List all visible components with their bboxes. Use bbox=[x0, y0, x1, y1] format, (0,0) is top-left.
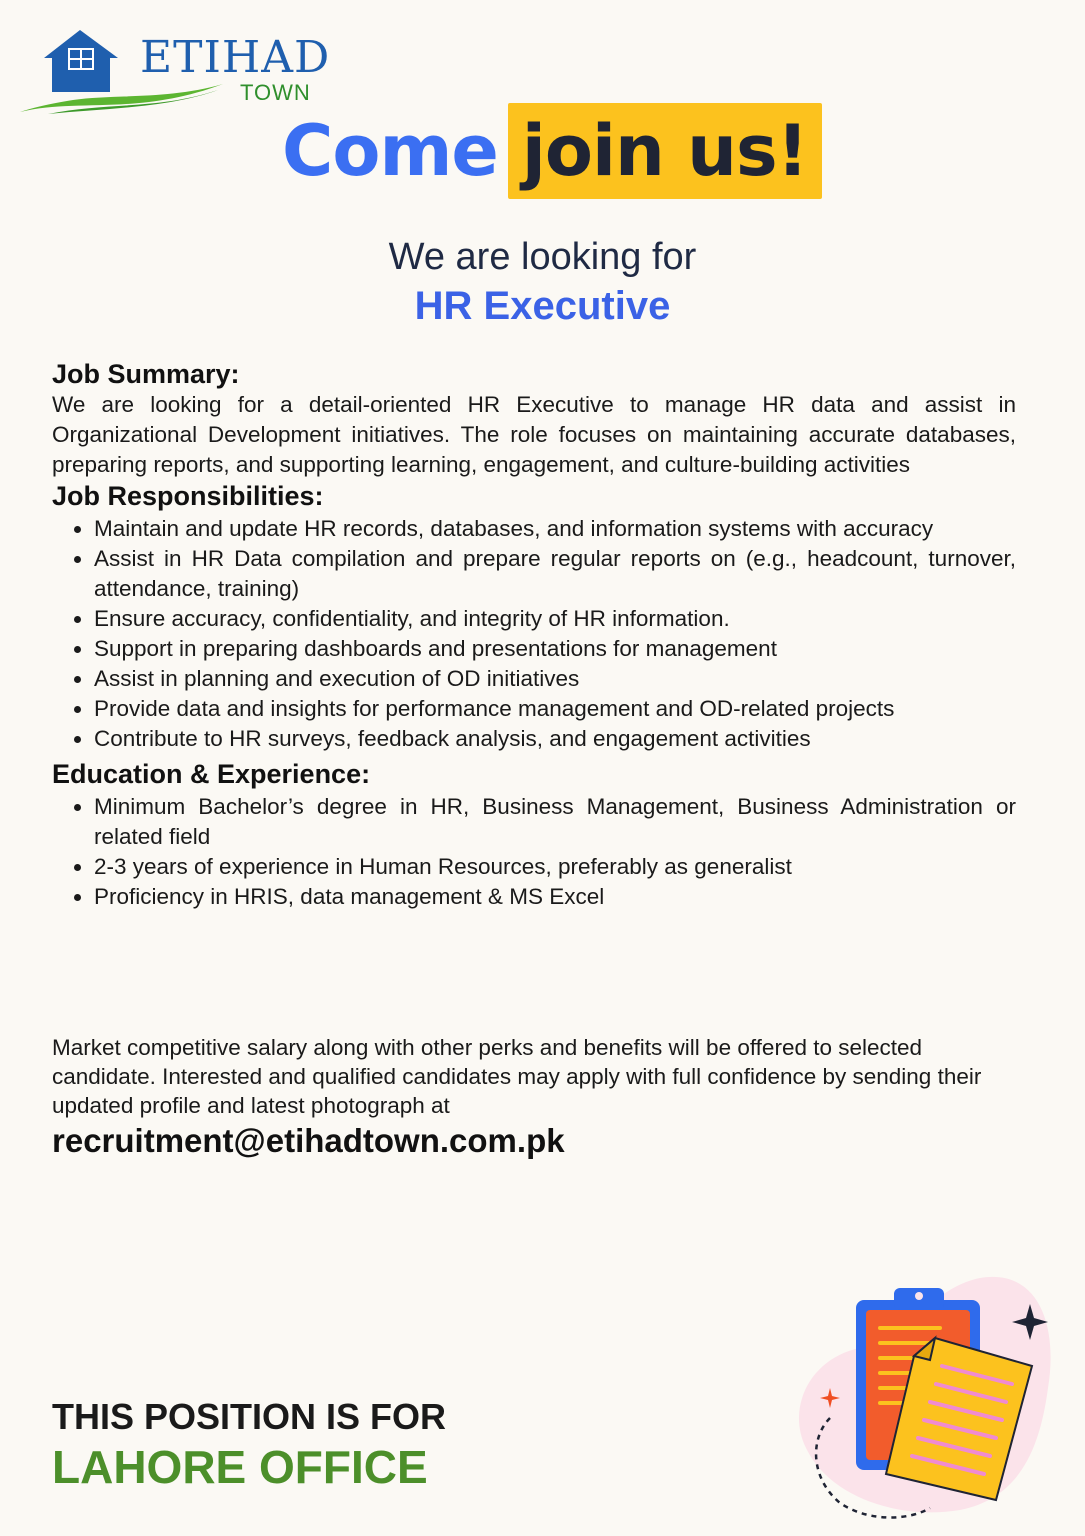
list-item: • Minimum Bachelor’s degree in HR, Business Management, Business Administration or related field bbox=[94, 792, 1016, 852]
looking-for-text: We are looking for bbox=[388, 236, 697, 278]
list-item: • Maintain and update HR records, databases, and information systems with accuracy bbox=[94, 514, 1016, 544]
education-list bbox=[52, 792, 1016, 912]
position-location-label: THIS POSITION IS FOR bbox=[52, 1396, 447, 1437]
headline-highlight bbox=[508, 103, 822, 199]
list-item: • Proficiency in HRIS, data management & MS Excel bbox=[94, 882, 1016, 912]
list-item: • Assist in HR Data compilation and prepare regular reports on (e.g., headcount, turnover, attendance, training) bbox=[94, 544, 1016, 604]
list-item: • Provide data and insights for performance management and OD-related projects bbox=[94, 694, 1016, 724]
position-location-office: LAHORE OFFICE bbox=[52, 1441, 428, 1493]
list-item: • Ensure accuracy, confidentiality, and integrity of HR information. bbox=[94, 604, 1016, 634]
brand-name: ETIHAD bbox=[140, 32, 331, 83]
headline-join: join us! bbox=[521, 110, 808, 192]
headline bbox=[282, 103, 822, 199]
list-item: • Contribute to HR surveys, feedback analysis, and engagement activities bbox=[94, 724, 1016, 754]
job-summary-title: Job Summary: bbox=[52, 359, 240, 389]
apply-text: Market competitive salary along with other perks and benefits will be offered to selected candidate. Interested and qualified candidates may apply with full confidence by sending their updated profile and latest photograph at bbox=[52, 1035, 982, 1118]
clipboard-documents-icon bbox=[790, 1268, 1060, 1528]
list-item: • 2-3 years of experience in Human Resources, preferably as generalist bbox=[94, 852, 1016, 882]
responsibilities-list bbox=[52, 514, 1016, 754]
list-item: • Support in preparing dashboards and presentations for management bbox=[94, 634, 1016, 664]
responsibilities-title: Job Responsibilities: bbox=[52, 481, 324, 511]
job-content bbox=[52, 358, 1016, 916]
job-summary-text: We are looking for a detail-oriented HR Executive to manage HR data and assist in Organizational Development initiatives. The role focuses on maintaining accurate databases, preparing reports, and supporting learning, engagement, and culture-building activities bbox=[52, 392, 1016, 477]
apply-email[interactable]: recruitment@etihadtown.com.pk bbox=[52, 1122, 565, 1159]
list-item: • Assist in planning and execution of OD initiatives bbox=[94, 664, 1016, 694]
education-title: Education & Experience: bbox=[52, 759, 371, 789]
role-title: HR Executive bbox=[414, 284, 671, 328]
brand-sub: TOWN bbox=[240, 80, 311, 105]
headline-come: Come bbox=[282, 110, 498, 192]
